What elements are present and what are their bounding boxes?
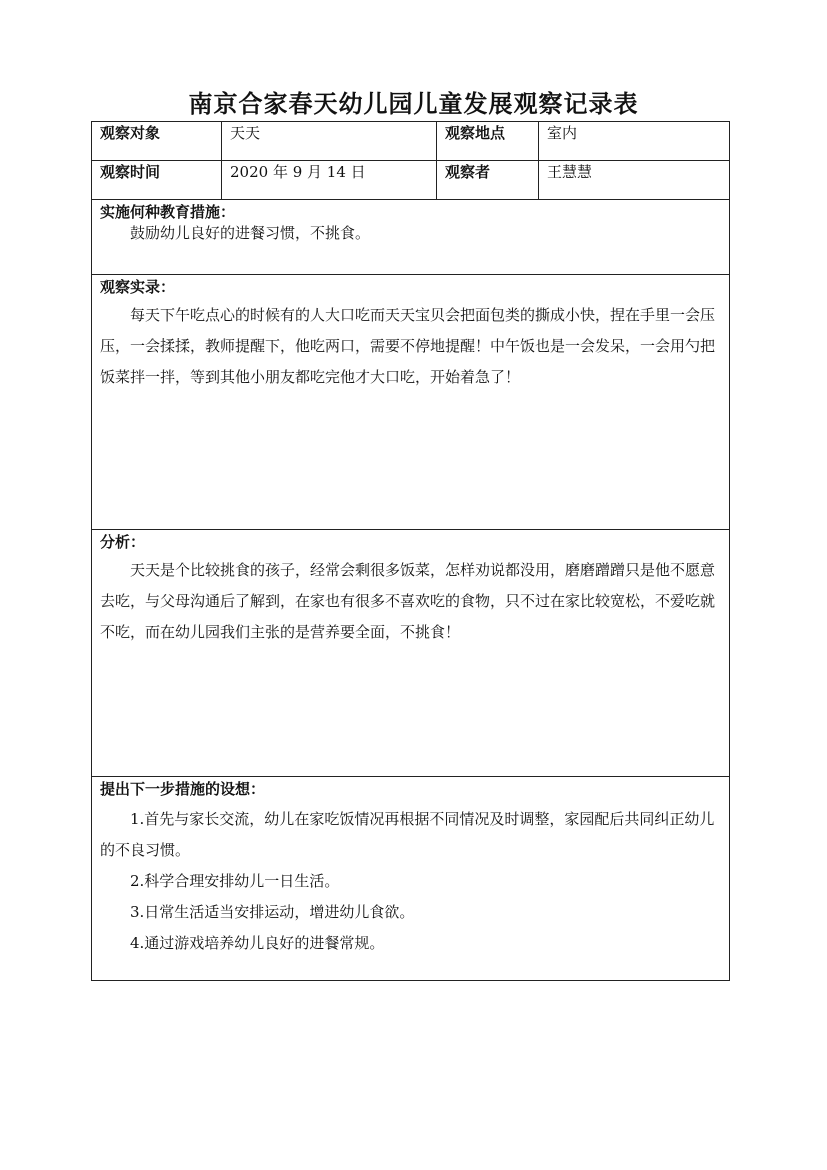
subject-label: 观察对象 (92, 122, 222, 161)
observer-value: 王慧慧 (539, 161, 730, 200)
next-step-item: 3.日常生活适当安排运动，增进幼儿食欲。 (130, 903, 415, 921)
measures-heading: 实施何种教育措施： (100, 203, 236, 221)
location-value: 室内 (539, 122, 730, 161)
next-steps-cell (92, 777, 730, 981)
analysis-body: 天天是个比较挑食的孩子，经常会剩很多饭菜，怎样劝说都没用，磨磨蹭蹭只是他不愿意去吃，与父母沟通后了解到，在家也有很多不喜欢吃的食物，只不过在家比较宽松，不爱吃就不吃，而在幼儿园我们主张的是营养要全面，不挑食！ (100, 561, 716, 641)
next-steps-list (92, 798, 729, 959)
location-label: 观察地点 (437, 122, 539, 161)
header-row-time (92, 161, 730, 200)
observer-label: 观察者 (437, 161, 539, 200)
time-value: 2020 年 9 月 14 日 (222, 161, 437, 200)
measures-body: 鼓励幼儿良好的进餐习惯，不挑食。 (130, 224, 371, 242)
next-steps-heading: 提出下一步措施的设想： (100, 780, 266, 798)
observation-heading: 观察实录： (100, 278, 176, 296)
next-step-item: 1.首先与家长交流，幼儿在家吃饭情况再根据不同情况及时调整，家园配后共同纠正幼儿的不良习惯。 (100, 810, 715, 859)
observation-record-table (91, 121, 730, 981)
analysis-cell (92, 530, 730, 777)
analysis-row (92, 530, 730, 777)
measures-cell (92, 200, 730, 275)
observation-body: 每天下午吃点心的时候有的人大口吃而天天宝贝会把面包类的撕成小快，捏在手里一会压压，一会揉揉，教师提醒下，他吃两口，需要不停地提醒！中午饭也是一会发呆，一会用勺把饭菜拌一拌，等到其他小朋友都吃完他才大口吃，开始着急了！ (100, 306, 716, 386)
analysis-heading: 分析： (100, 533, 146, 551)
header-row-subject (92, 122, 730, 161)
document-title: 南京合家春天幼儿园儿童发展观察记录表 (188, 89, 639, 118)
next-step-item: 4.通过游戏培养幼儿良好的进餐常规。 (130, 934, 385, 952)
subject-value: 天天 (222, 122, 437, 161)
observation-row (92, 275, 730, 530)
next-step-item: 2.科学合理安排幼儿一日生活。 (130, 872, 340, 890)
next-steps-row (92, 777, 730, 981)
measures-row (92, 200, 730, 275)
time-label: 观察时间 (92, 161, 222, 200)
observation-cell (92, 275, 730, 530)
